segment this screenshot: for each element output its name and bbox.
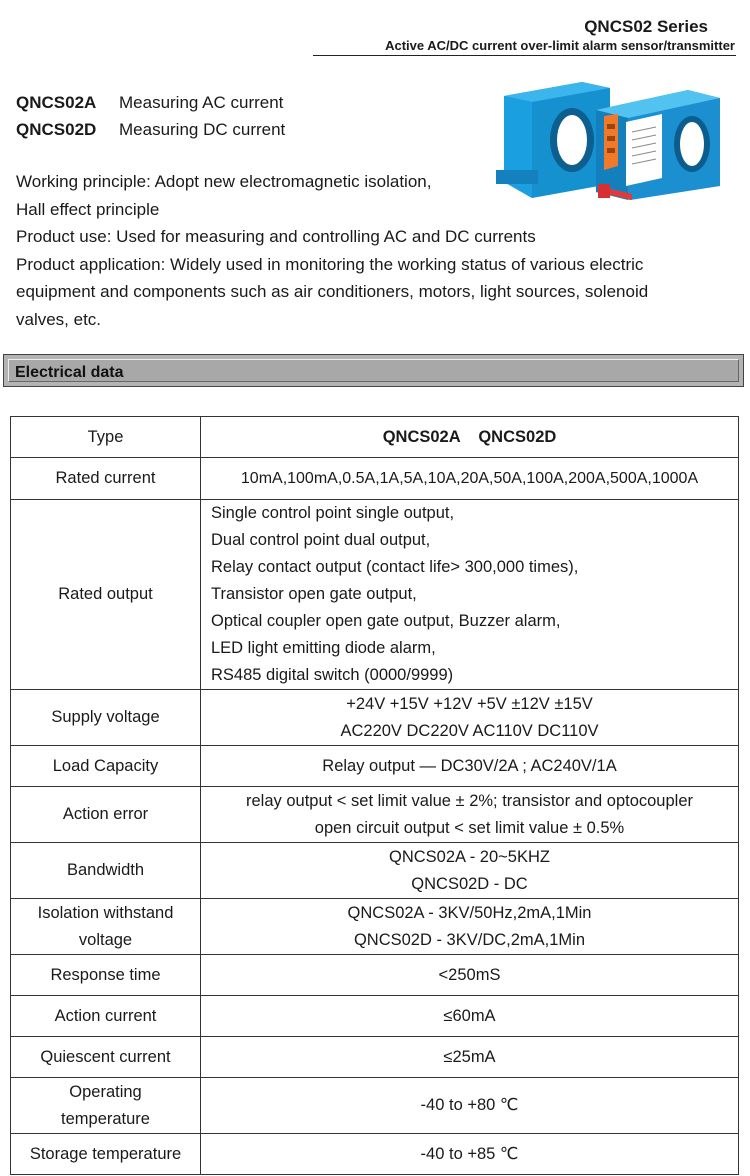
model-list (16, 89, 285, 143)
row-label: Response time (11, 955, 201, 996)
row-label: Rated current (11, 458, 201, 500)
working-principle-line-1: Working principle: Adopt new electromagnetic isolation, (16, 172, 432, 191)
table-row (11, 955, 739, 996)
output-option: Transistor open gate output, (211, 585, 417, 603)
row-label: Bandwidth (11, 843, 201, 899)
row-value: ≤60mA (201, 996, 739, 1037)
value-line: open circuit output < set limit value ± 0.5% (314, 818, 625, 837)
row-value (201, 787, 739, 843)
application-line-1: Product application: Widely used in monitoring the working status of various electric (16, 254, 644, 274)
model-code: QNCS02A (16, 93, 97, 112)
table-row (11, 1078, 739, 1134)
label-line: Isolation withstand (37, 903, 174, 922)
table-row (11, 690, 739, 746)
section-title: Electrical data (15, 364, 124, 381)
model-desc: Measuring DC current (119, 120, 286, 139)
value-line: +24V +15V +12V +5V ±12V ±15V (346, 694, 593, 713)
row-label: Load Capacity (11, 746, 201, 787)
table-row (11, 899, 739, 955)
row-label: Storage temperature (11, 1134, 201, 1175)
product-description (16, 168, 736, 333)
row-value: 10mA,100mA,0.5A,1A,5A,10A,20A,50A,100A,200A,500A,1000A (201, 458, 739, 500)
output-option: Dual control point dual output, (211, 531, 431, 549)
row-label (11, 1078, 201, 1134)
table-row (11, 417, 739, 458)
product-use: Product use: Used for measuring and controlling AC and DC currents (16, 227, 536, 246)
label-line: voltage (78, 930, 133, 949)
output-option: Relay contact output (contact life> 300,000 times), (211, 558, 579, 576)
value-line: QNCS02D - 3KV/DC,2mA,1Min (353, 930, 586, 949)
section-header (3, 354, 744, 387)
row-value: QNCS02A QNCS02D (201, 417, 739, 458)
value-line: QNCS02D - DC (411, 874, 528, 893)
series-subtitle: Active AC/DC current over-limit alarm sensor/transmitter (385, 38, 735, 53)
model-item (16, 116, 285, 143)
application-line-2: equipment and components such as air conditioners, motors, light sources, solenoid (16, 282, 649, 301)
output-option: LED light emitting diode alarm, (211, 639, 436, 657)
row-label: Action current (11, 996, 201, 1037)
row-label: Quiescent current (11, 1037, 201, 1078)
row-value: -40 to +85 ℃ (201, 1134, 739, 1175)
application-line-3: valves, etc. (16, 309, 102, 329)
header-divider (313, 55, 736, 56)
output-option: Optical coupler open gate output, Buzzer alarm, (211, 612, 561, 630)
electrical-data-table (10, 416, 739, 1175)
table-row (11, 787, 739, 843)
model-item (16, 89, 285, 116)
row-value: Relay output — DC30V/2A ; AC240V/1A (201, 746, 739, 787)
row-value (201, 899, 739, 955)
value-line: QNCS02A - 20~5KHZ (389, 847, 550, 866)
table-row (11, 500, 739, 690)
table-row (11, 996, 739, 1037)
table-row (11, 1134, 739, 1175)
table-row (11, 1037, 739, 1078)
series-title: QNCS02 Series (584, 17, 708, 36)
label-line: temperature (61, 1109, 150, 1128)
table-row (11, 458, 739, 500)
output-option: Single control point single output, (211, 504, 455, 522)
model-code: QNCS02D (16, 120, 97, 139)
row-label: Action error (11, 787, 201, 843)
row-label: Type (11, 417, 201, 458)
row-label: Supply voltage (11, 690, 201, 746)
row-value (201, 500, 739, 690)
working-principle-line-2: Hall effect principle (16, 199, 160, 219)
value-line: relay output < set limit value ± 2%; transistor and optocoupler (246, 791, 693, 810)
table-row (11, 843, 739, 899)
model-desc: Measuring AC current (119, 93, 284, 112)
row-value: <250mS (201, 955, 739, 996)
row-value (201, 690, 739, 746)
row-label: Rated output (11, 500, 201, 690)
label-line: Operating (69, 1082, 142, 1101)
row-value: ≤25mA (201, 1037, 739, 1078)
row-label (11, 899, 201, 955)
value-line: AC220V DC220V AC110V DC110V (340, 721, 599, 740)
row-value: -40 to +80 ℃ (201, 1078, 739, 1134)
row-value (201, 843, 739, 899)
value-line: QNCS02A - 3KV/50Hz,2mA,1Min (347, 903, 592, 922)
table-row (11, 746, 739, 787)
output-option: RS485 digital switch (0000/9999) (211, 666, 454, 684)
